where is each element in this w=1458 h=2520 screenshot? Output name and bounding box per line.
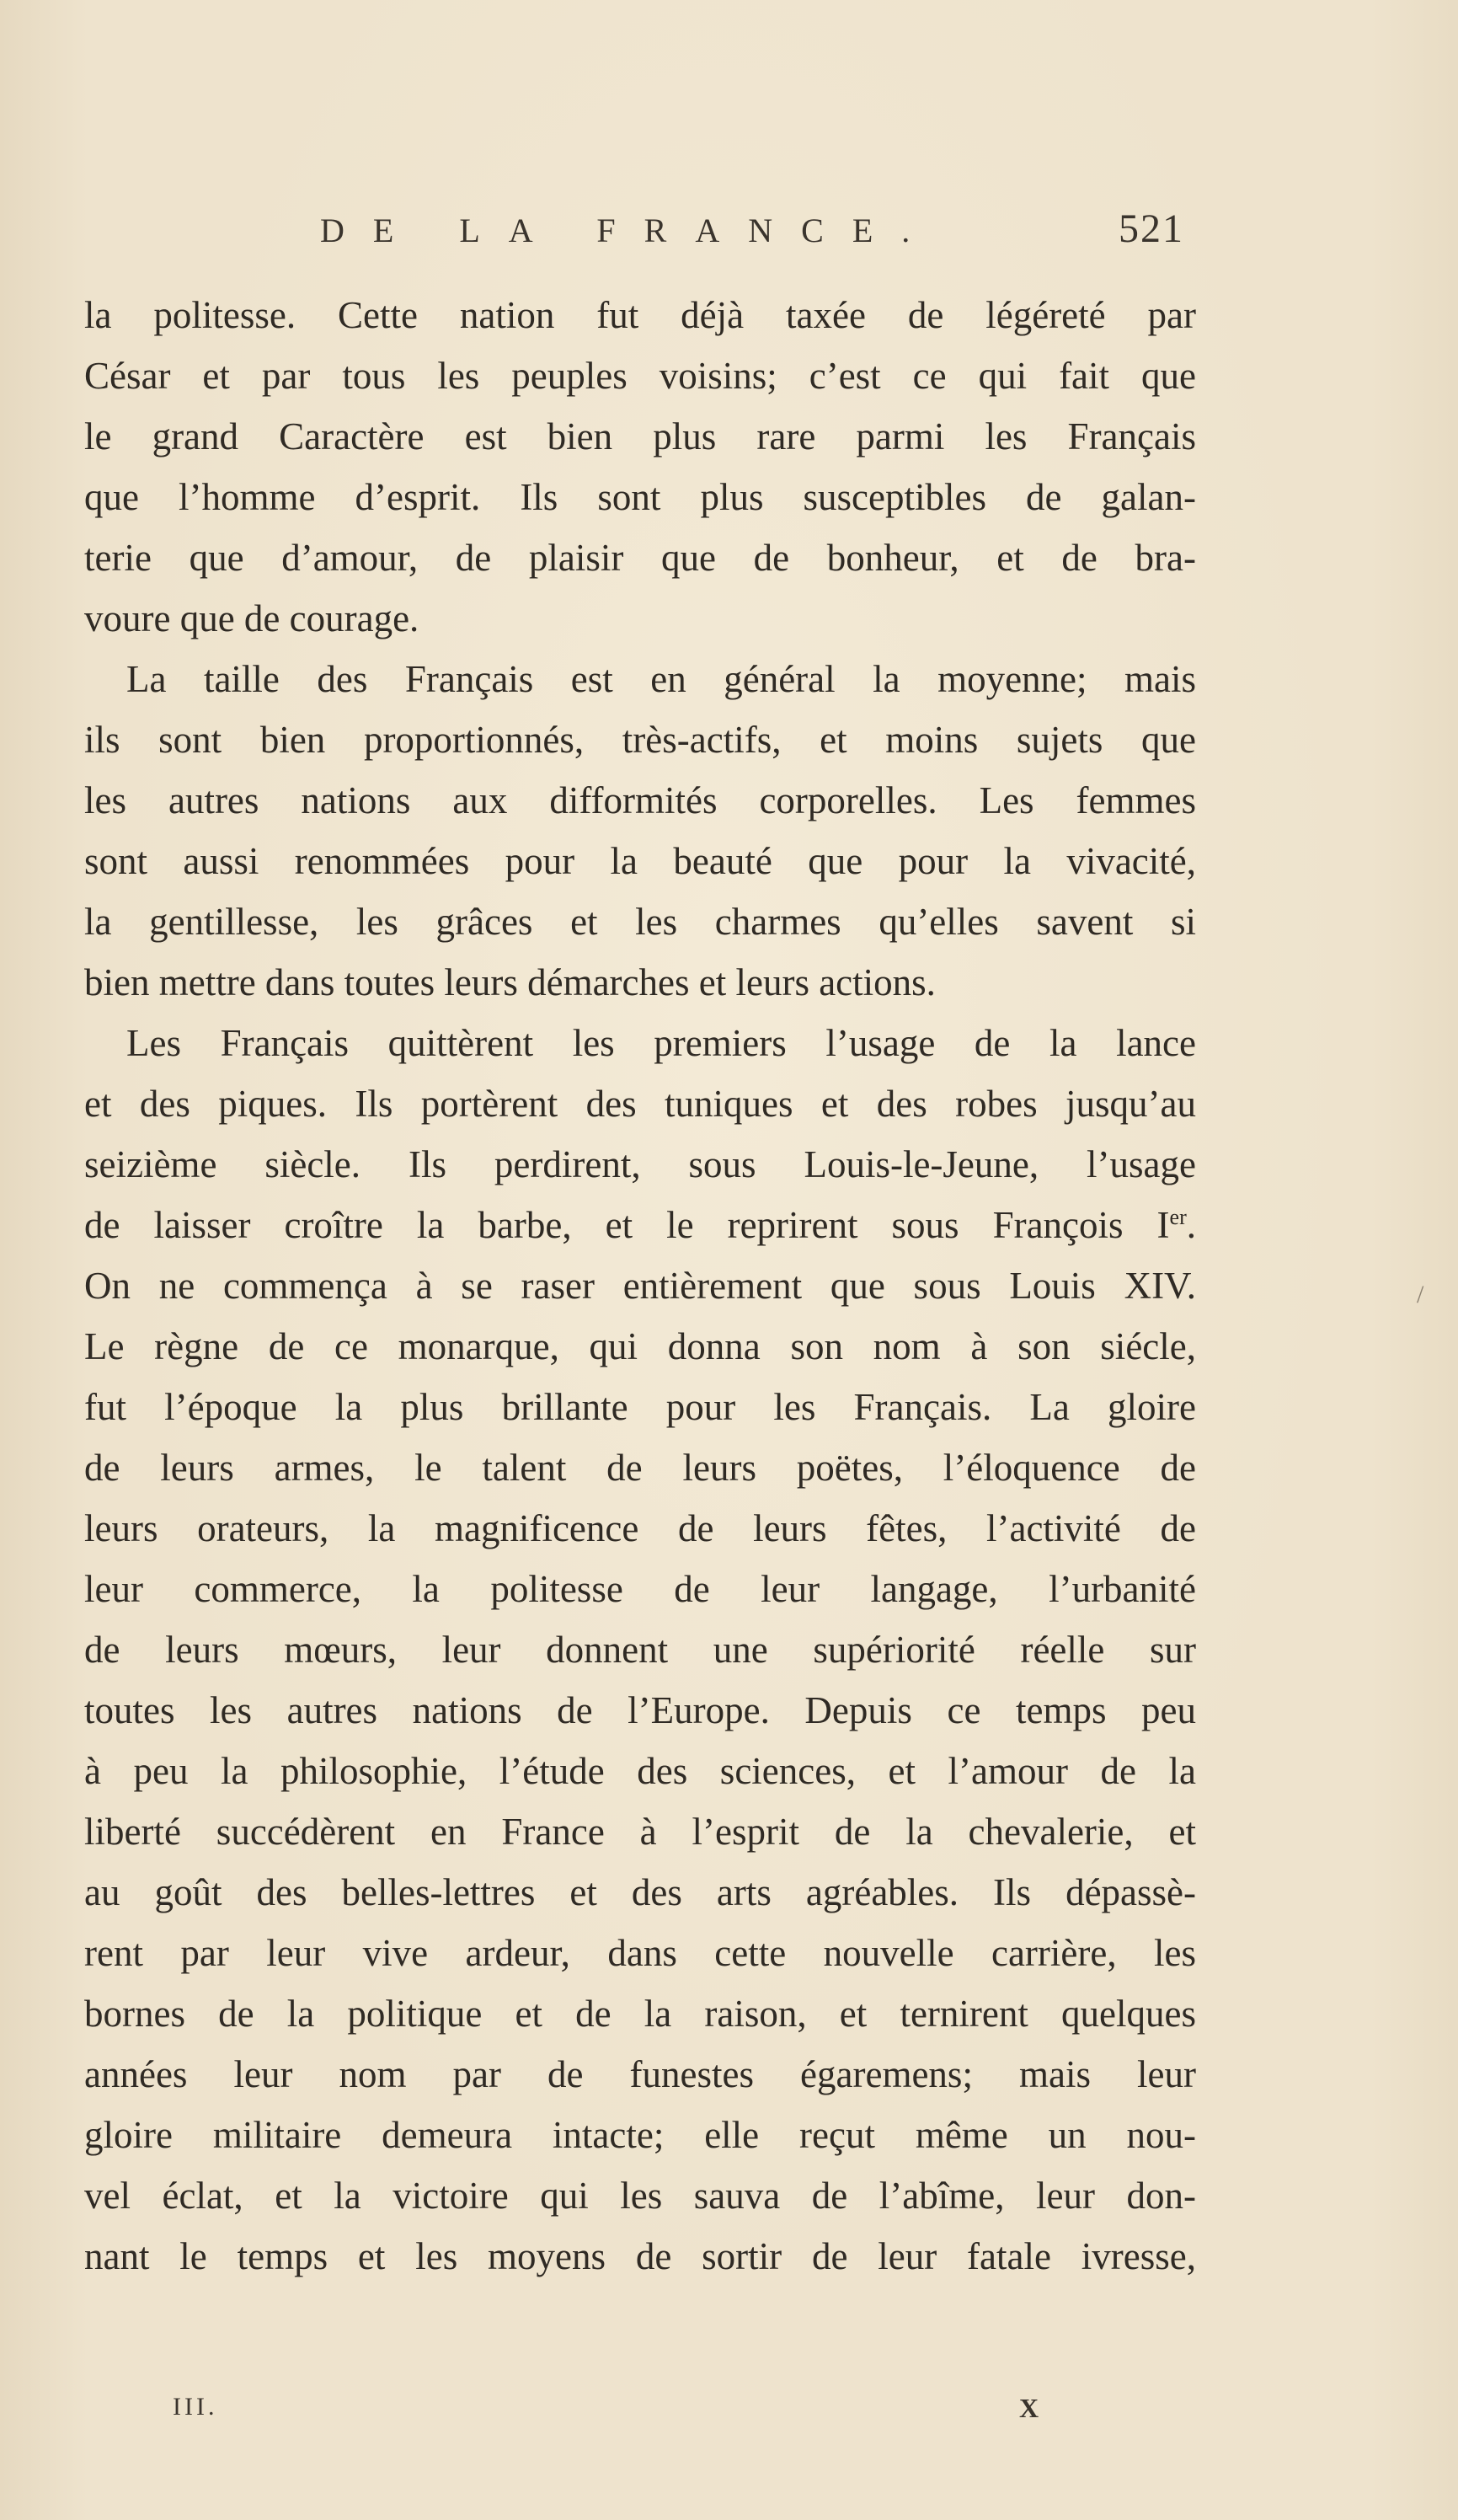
text-line: et des piques. Ils portèrent des tuniques et des robes jusqu’au [84, 1083, 1196, 1125]
text-line: rent par leur vive ardeur, dans cette nouvelle carrière, les [84, 1932, 1196, 1974]
text-line: bien mettre dans toutes leurs démarches et leurs actions. [84, 961, 936, 1003]
text-line: bornes de la politique et de la raison, et ternirent quelques [84, 1993, 1196, 2035]
text-line: années leur nom par de funestes égaremens; mais leur [84, 2053, 1196, 2095]
text-line: liberté succédèrent en France à l’esprit de la chevalerie, et [84, 1811, 1196, 1853]
text-line: la politesse. Cette nation fut déjà taxée de légéreté par [84, 294, 1196, 336]
paragraph [84, 1013, 1196, 2287]
text-line: nant le temps et les moyens de sortir de leur fatale ivresse, [84, 2235, 1196, 2277]
text-line: de leurs mœurs, leur donnent une supériorité réelle sur [84, 1629, 1196, 1671]
signature-mark: X [1019, 2393, 1039, 2423]
paragraph [84, 649, 1196, 1013]
text-line: de leurs armes, le talent de leurs poëtes, l’éloquence de [84, 1447, 1196, 1489]
text-line: terie que d’amour, de plaisir que de bonheur, et de bra- [84, 537, 1196, 579]
text-line: La taille des Français est en général la moyenne; mais [126, 658, 1196, 700]
page-footer [84, 2393, 1196, 2435]
text-line: Le règne de ce monarque, qui donna son nom à son siécle, [84, 1325, 1196, 1367]
text-line: les autres nations aux difformités corporelles. Les femmes [84, 779, 1196, 821]
text-line: toutes les autres nations de l’Europe. Depuis ce temps peu [84, 1689, 1196, 1731]
text-line: seizième siècle. Ils perdirent, sous Louis-le-Jeune, l’usage [84, 1143, 1196, 1185]
text-line: le grand Caractère est bien plus rare parmi les Français [84, 415, 1196, 457]
text-line: à peu la philosophie, l’étude des sciences, et l’amour de la [84, 1750, 1196, 1792]
running-head [84, 206, 1196, 261]
paragraph [84, 285, 1196, 649]
page-number: 521 [1119, 206, 1184, 251]
text-line: César et par tous les peuples voisins; c’est ce qui fait que [84, 355, 1196, 397]
text-line: gloire militaire demeura intacte; elle reçut même un nou- [84, 2114, 1196, 2156]
volume-mark: III. [173, 2393, 218, 2421]
text-line: voure que de courage. [84, 597, 419, 639]
text-line: On ne commença à se raser entièrement que sous Louis XIV. [84, 1265, 1196, 1307]
text-line: de laisser croître la barbe, et le reprirent sous François Ier. [84, 1204, 1196, 1246]
text-line: la gentillesse, les grâces et les charmes qu’elles savent si [84, 901, 1196, 943]
text-line: leurs orateurs, la magnificence de leurs fêtes, l’activité de [84, 1507, 1196, 1549]
body-text [84, 285, 1196, 2287]
text-line: leur commerce, la politesse de leur langage, l’urbanité [84, 1568, 1196, 1610]
running-title: DE LA FRANCE. [320, 211, 939, 249]
margin-pencil-mark: / [1417, 1281, 1424, 1308]
text-line: vel éclat, et la victoire qui les sauva de l’abîme, leur don- [84, 2175, 1196, 2217]
text-line: que l’homme d’esprit. Ils sont plus susceptibles de galan- [84, 476, 1196, 518]
text-line: Les Français quittèrent les premiers l’usage de la lance [126, 1022, 1196, 1064]
text-line: ils sont bien proportionnés, très-actifs, et moins sujets que [84, 719, 1196, 761]
text-line: fut l’époque la plus brillante pour les Français. La gloire [84, 1386, 1196, 1428]
text-line: au goût des belles-lettres et des arts agréables. Ils dépassè- [84, 1871, 1196, 1913]
text-line: sont aussi renommées pour la beauté que pour la vivacité, [84, 840, 1196, 882]
